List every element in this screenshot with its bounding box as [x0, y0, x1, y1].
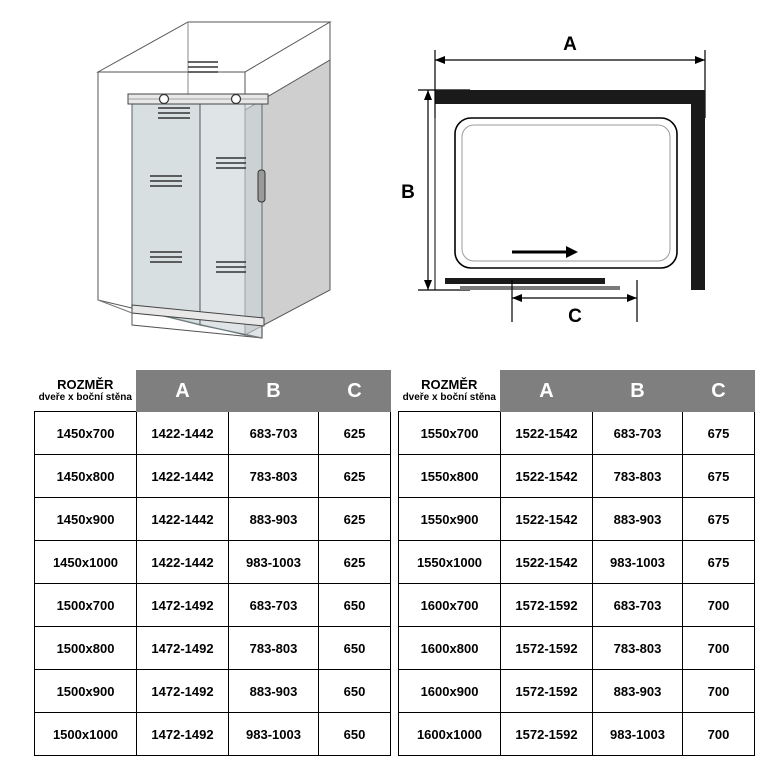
cell-a: 1472-1492: [137, 670, 229, 713]
cell-c: 700: [683, 670, 755, 713]
table-header-row: [399, 371, 755, 412]
drawings-area: [0, 0, 781, 370]
cell-size: 1550x800: [399, 455, 501, 498]
table-row: [399, 584, 755, 627]
table-row: [35, 455, 391, 498]
cell-a: 1572-1592: [501, 713, 593, 756]
cell-c: 650: [319, 670, 391, 713]
cell-size: 1500x800: [35, 627, 137, 670]
cell-c: 650: [319, 713, 391, 756]
header-col-b: B: [593, 371, 683, 412]
plan-label-b: B: [401, 182, 415, 203]
table-row: [35, 412, 391, 455]
cell-c: 625: [319, 455, 391, 498]
cell-b: 783-803: [593, 627, 683, 670]
dimension-table-left: [34, 370, 391, 756]
cell-c: 650: [319, 627, 391, 670]
cell-c: 650: [319, 584, 391, 627]
plan-label-c: C: [568, 306, 582, 327]
cell-c: 675: [683, 541, 755, 584]
table-row: [35, 627, 391, 670]
cell-size: 1500x700: [35, 584, 137, 627]
cell-c: 625: [319, 498, 391, 541]
table-row: [399, 713, 755, 756]
cell-b: 683-703: [229, 412, 319, 455]
cell-b: 783-803: [229, 627, 319, 670]
cell-b: 783-803: [593, 455, 683, 498]
cell-a: 1422-1442: [137, 498, 229, 541]
cell-size: 1450x900: [35, 498, 137, 541]
cell-b: 983-1003: [229, 713, 319, 756]
header-size-label: ROZMĚR dveře x boční stěna: [402, 376, 496, 404]
cell-b: 883-903: [593, 670, 683, 713]
cell-c: 625: [319, 541, 391, 584]
table-row: [35, 670, 391, 713]
cell-size: 1450x700: [35, 412, 137, 455]
cell-b: 883-903: [229, 498, 319, 541]
dimension-table-right: [398, 370, 755, 756]
cell-a: 1572-1592: [501, 584, 593, 627]
cell-size: 1550x900: [399, 498, 501, 541]
header-col-b: B: [229, 371, 319, 412]
table-row: [35, 498, 391, 541]
cell-size: 1550x1000: [399, 541, 501, 584]
cell-c: 700: [683, 584, 755, 627]
cell-b: 683-703: [229, 584, 319, 627]
header-col-c: C: [683, 371, 755, 412]
table-row: [35, 713, 391, 756]
cell-a: 1422-1442: [137, 412, 229, 455]
cell-size: 1600x1000: [399, 713, 501, 756]
table-row: [399, 670, 755, 713]
cell-size: 1600x700: [399, 584, 501, 627]
table: [398, 370, 755, 756]
cell-size: 1600x900: [399, 670, 501, 713]
header-col-c: C: [319, 371, 391, 412]
cell-size: 1450x800: [35, 455, 137, 498]
cell-a: 1572-1592: [501, 627, 593, 670]
header-col-a: A: [501, 371, 593, 412]
cell-a: 1472-1492: [137, 584, 229, 627]
plan-label-a: A: [563, 34, 577, 55]
cell-c: 700: [683, 627, 755, 670]
table-header-row: [35, 371, 391, 412]
cell-b: 983-1003: [593, 541, 683, 584]
cell-a: 1472-1492: [137, 627, 229, 670]
cell-b: 683-703: [593, 412, 683, 455]
table-row: [399, 412, 755, 455]
cell-c: 675: [683, 498, 755, 541]
cell-b: 883-903: [229, 670, 319, 713]
cell-size: 1500x1000: [35, 713, 137, 756]
cell-b: 983-1003: [229, 541, 319, 584]
cell-a: 1522-1542: [501, 498, 593, 541]
tables-area: [0, 370, 781, 760]
cell-b: 783-803: [229, 455, 319, 498]
cell-a: 1522-1542: [501, 541, 593, 584]
cell-a: 1572-1592: [501, 670, 593, 713]
cell-b: 683-703: [593, 584, 683, 627]
table-row: [35, 584, 391, 627]
cell-size: 1600x800: [399, 627, 501, 670]
table-row: [399, 627, 755, 670]
cell-c: 625: [319, 412, 391, 455]
header-size-label: ROZMĚR dveře x boční stěna: [38, 376, 132, 404]
cell-a: 1422-1442: [137, 455, 229, 498]
cell-size: 1550x700: [399, 412, 501, 455]
cell-a: 1522-1542: [501, 455, 593, 498]
cell-size: 1450x1000: [35, 541, 137, 584]
cell-a: 1522-1542: [501, 412, 593, 455]
cell-c: 675: [683, 412, 755, 455]
table: [34, 370, 391, 756]
cell-a: 1472-1492: [137, 713, 229, 756]
cell-b: 983-1003: [593, 713, 683, 756]
cell-a: 1422-1442: [137, 541, 229, 584]
shower-enclosure-plan: [400, 30, 740, 350]
cell-c: 700: [683, 713, 755, 756]
cell-size: 1500x900: [35, 670, 137, 713]
table-row: [399, 541, 755, 584]
cell-b: 883-903: [593, 498, 683, 541]
shower-enclosure-perspective: [40, 0, 360, 360]
header-col-a: A: [137, 371, 229, 412]
table-row: [399, 498, 755, 541]
table-row: [399, 455, 755, 498]
cell-c: 675: [683, 455, 755, 498]
table-row: [35, 541, 391, 584]
